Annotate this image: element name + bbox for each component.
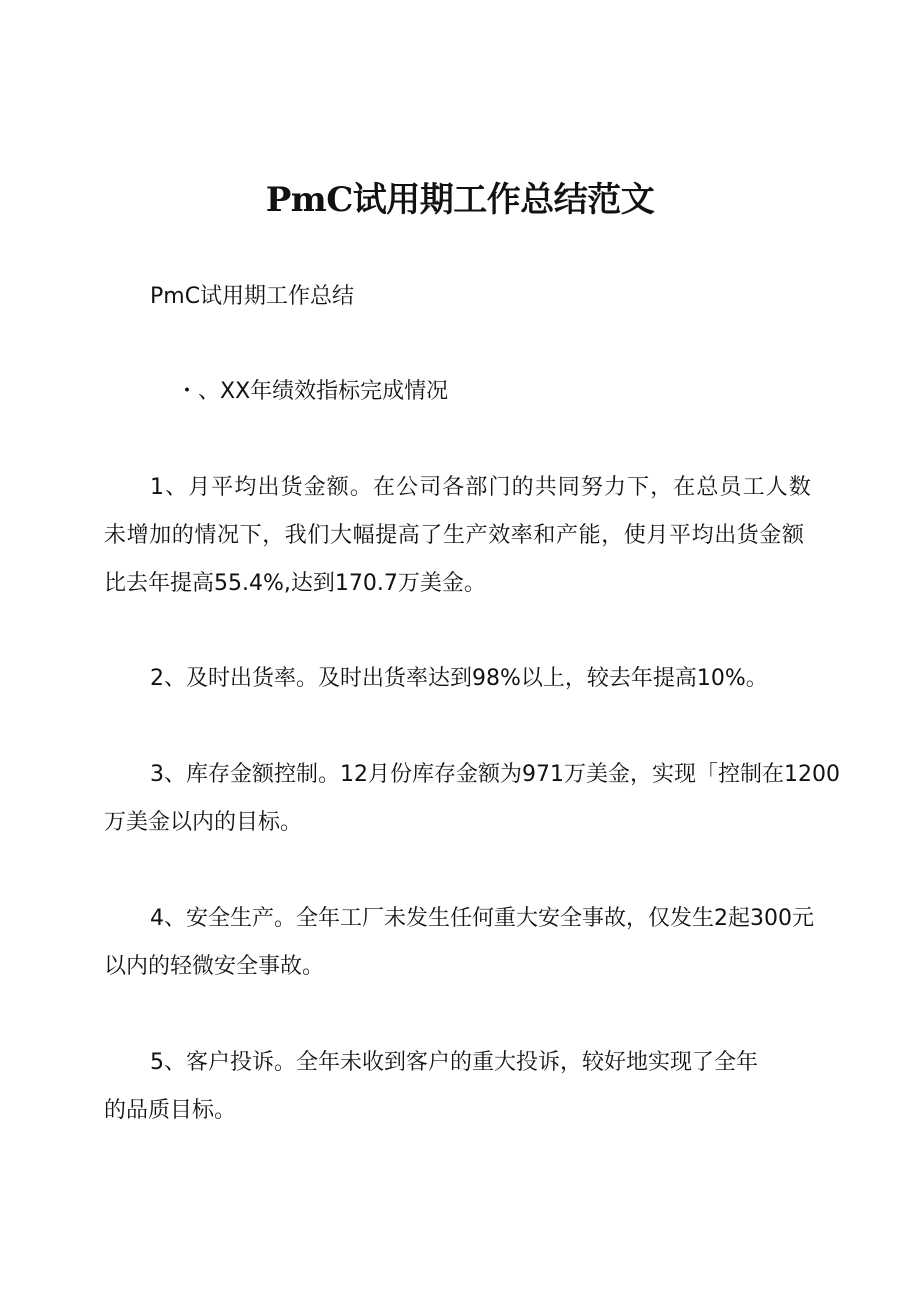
section-heading: ・、XX年绩效指标完成情况 [176, 379, 449, 404]
paragraph-1-line-2: 未增加的情况下，我们大幅提高了生产效率和产能，使月平均出货金额 [104, 523, 805, 548]
paragraph-1-line-1: 1、月平均出货金额。在公司各部门的共同努力下，在总员工人数 [150, 475, 812, 500]
paragraph-4-line-1: 4、安全生产。全年工厂未发生任何重大安全事故，仅发生2起300元 [150, 906, 814, 931]
paragraph-2-line-1: 2、及时出货率。及时出货率达到98%以上，较去年提高10%。 [150, 666, 768, 691]
document-title: PmC试用期工作总结范文 [265, 180, 655, 220]
paragraph-4-line-2: 以内的轻微安全事故。 [104, 954, 325, 979]
paragraph-3-line-2: 万美金以内的目标。 [104, 810, 303, 835]
paragraph-3-line-1: 3、库存金额控制。12月份库存金额为971万美金，实现「控制在1200 [150, 762, 840, 787]
document-subtitle: PmC试用期工作总结 [150, 284, 355, 309]
paragraph-1-line-3: 比去年提高55.4%,达到170.7万美金。 [104, 571, 486, 596]
paragraph-5-line-2: 的品质目标。 [104, 1098, 237, 1123]
paragraph-5-line-1: 5、客户投诉。全年未收到客户的重大投诉，较好地实现了全年 [150, 1050, 758, 1075]
